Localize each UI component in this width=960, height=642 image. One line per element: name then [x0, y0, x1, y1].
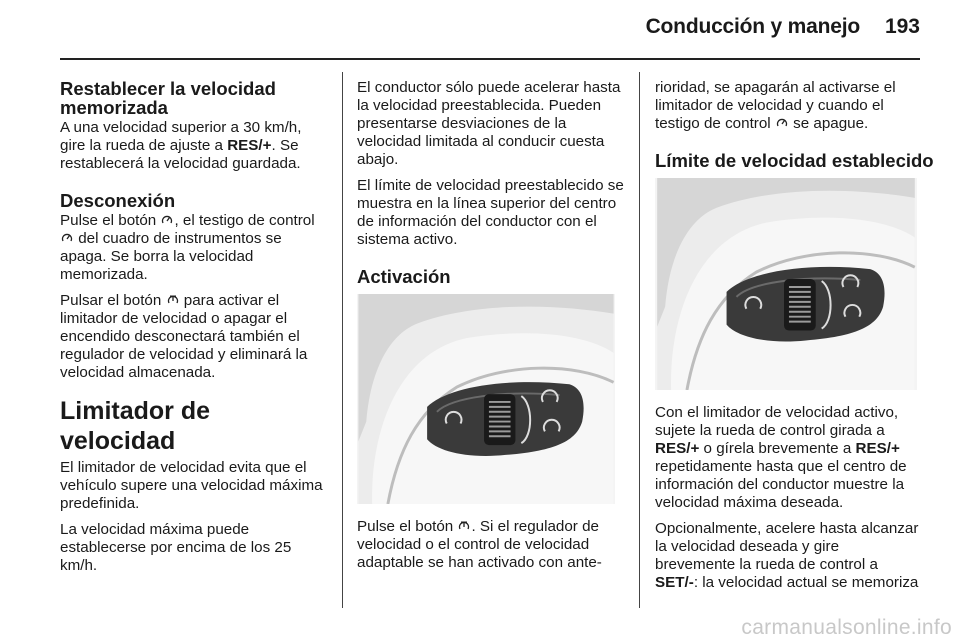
page-number: 193 [884, 15, 920, 38]
text-run: , el testigo de control [174, 212, 315, 229]
paragraph-limiter-1: El limitador de velocidad evita que el vehículo supere una velocidad máxima predefinida. [60, 459, 323, 512]
paragraph-col2-3 [357, 518, 625, 572]
text-run: rioridad, se apagarán al activarse el limitador de velocidad y cuando el testigo de control [655, 79, 896, 132]
text-run: se apague. [788, 115, 869, 132]
text-run: para activar el limitador de velocidad o apagar el encendido desconectará también el regulador de velocidad y eliminará la velocidad almacenada. [60, 292, 308, 381]
paragraph-col2-1: El conductor sólo puede acelerar hasta la velocidad preestablecida. Pueden presentarse desviaciones de la velocidad limitada al conducir cuesta abajo. [357, 79, 621, 168]
cruise-control-icon [161, 214, 173, 226]
speed-limiter-icon [167, 294, 179, 306]
steering-wheel-controls-figure [357, 294, 615, 504]
watermark-text: carmanualsonline.info [741, 616, 952, 639]
heading-restore-speed: Restablecer la velocidad memorizada [60, 78, 276, 118]
text-run: Pulse el botón [60, 212, 161, 229]
cruise-control-icon [776, 117, 788, 129]
header-rule [60, 58, 920, 60]
speed-limiter-icon [458, 520, 470, 532]
column-1 [60, 79, 328, 583]
cruise-control-icon [61, 232, 73, 244]
paragraph-restore [60, 119, 328, 173]
text-run: . Si el regulador de velocidad o el control de velocidad adaptable se han activado con ante- [357, 518, 602, 571]
running-header-title: Conducción y manejo [645, 15, 860, 38]
column-separator-1 [342, 72, 343, 608]
text-run: A una velocidad superior a 30 km/h, gire la rueda de ajuste a [60, 119, 302, 154]
heading-activation: Activación [357, 266, 451, 287]
steering-wheel-thumbwheel-figure [655, 178, 917, 390]
paragraph-col3-1 [655, 79, 923, 133]
text-run: del cuadro de instrumentos se apaga. Se borra la velocidad memorizada. [60, 230, 282, 283]
column-separator-2 [639, 72, 640, 608]
paragraph-limiter-2: La velocidad máxima puede establecerse por encima de los 25 km/h. [60, 521, 292, 574]
control-label-res: RES/+ [655, 440, 700, 457]
paragraph-col3-2 [655, 404, 923, 512]
paragraph-col3-3 [655, 520, 923, 592]
heading-speed-limiter: Limitador de velocidad [60, 397, 211, 455]
text-run: Pulse el botón [357, 518, 458, 535]
text-run: repetidamente hasta que el centro de información del conductor muestre la velocidad máxima deseada. [655, 458, 907, 511]
column-3 [655, 79, 934, 600]
heading-speed-limit-set: Límite de velocidad establecido [655, 150, 934, 171]
column-2 [357, 79, 625, 580]
text-run: o gírela brevemente a [699, 440, 856, 457]
text-run: : la velocidad actual se memoriza [693, 574, 919, 591]
text-run: Pulsar el botón [60, 292, 166, 309]
paragraph-disconnect-2 [60, 292, 328, 382]
text-run: . Se restablecerá la velocidad guardada. [60, 137, 301, 172]
control-label-set: SET/- [655, 574, 694, 591]
text-run: Con el limitador de velocidad activo, sujete la rueda de control girada a [655, 404, 899, 439]
paragraph-disconnect-1 [60, 212, 328, 284]
control-label-res: RES/+ [227, 137, 272, 154]
heading-disconnect: Desconexión [60, 190, 176, 211]
text-run: Opcionalmente, acelere hasta alcanzar la velocidad deseada y gire brevemente la rueda de control a [655, 520, 919, 573]
control-label-res: RES/+ [855, 440, 900, 457]
paragraph-col2-2: El límite de velocidad preestablecido se muestra en la línea superior del centro de información del conductor con el sistema activo. [357, 177, 624, 248]
